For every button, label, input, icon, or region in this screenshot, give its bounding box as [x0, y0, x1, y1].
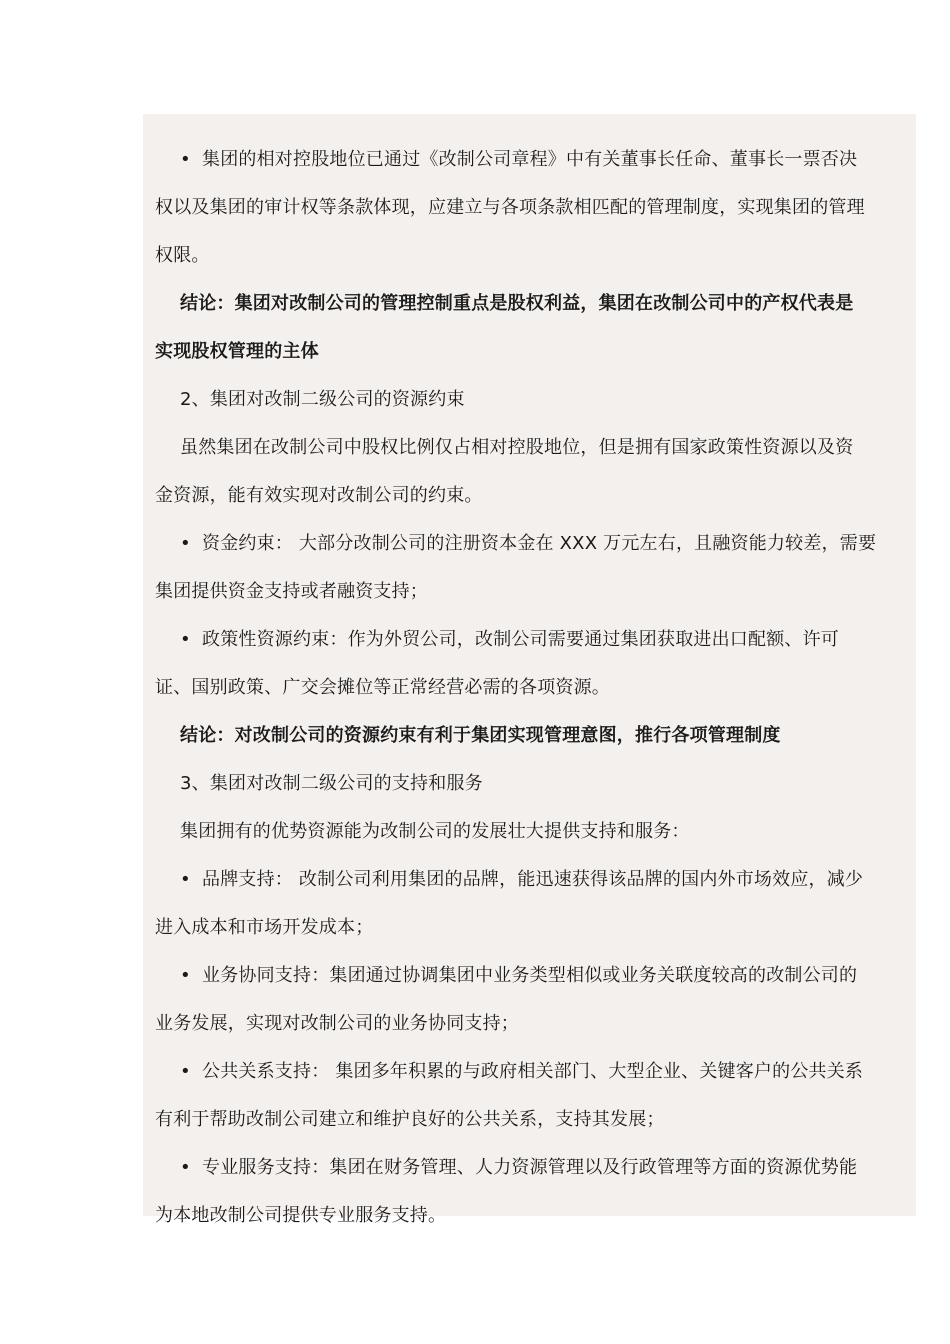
bullet-icon: •: [180, 965, 191, 986]
bullet-line: [155, 952, 904, 1000]
text-line: 业务发展，实现对改制公司的业务协同支持；: [155, 1013, 519, 1034]
text-line: 权限。: [155, 245, 210, 266]
bullet-line: [155, 1048, 904, 1096]
text-line: 证、国别政策、广交会摊位等正常经营必需的各项资源。: [155, 677, 610, 698]
bullet-icon: •: [180, 629, 191, 650]
text-line: 进入成本和市场开发成本；: [155, 917, 374, 938]
line-text: 专业服务支持：集团在财务管理、人力资源管理以及行政管理等方面的资源优势能: [202, 1157, 858, 1178]
line-text: 资金约束： 大部分改制公司的注册资本金在 XXX 万元左右，且融资能力较差，需要: [202, 533, 877, 554]
text-line: 集团提供资金支持或者融资支持；: [155, 581, 428, 602]
bullet-line: [155, 856, 904, 904]
bullet-line: [155, 136, 904, 184]
text-line: 有利于帮助改制公司建立和维护良好的公共关系，支持其发展；: [155, 1109, 665, 1130]
section-heading: 3、集团对改制二级公司的支持和服务: [180, 773, 483, 794]
bullet-icon: •: [180, 869, 191, 890]
bullet-line: [155, 520, 904, 568]
conclusion-line: 结论：对改制公司的资源约束有利于集团实现管理意图，推行各项管理制度: [180, 725, 781, 746]
text-line: 为本地改制公司提供专业服务支持。: [155, 1205, 447, 1226]
line-text: 业务协同支持：集团通过协调集团中业务类型相似或业务关联度较高的改制公司的: [202, 965, 858, 986]
conclusion-line: 结论：集团对改制公司的管理控制重点是股权利益，集团在改制公司中的产权代表是: [180, 293, 854, 314]
section-heading: 2、集团对改制二级公司的资源约束: [180, 389, 465, 410]
bullet-line: [155, 616, 904, 664]
line-text: 政策性资源约束：作为外贸公司，改制公司需要通过集团获取进出口配额、许可: [202, 629, 839, 650]
text-line: 虽然集团在改制公司中股权比例仅占相对控股地位，但是拥有国家政策性资源以及资: [180, 437, 854, 458]
text-line: 金资源，能有效实现对改制公司的约束。: [155, 485, 483, 506]
bullet-icon: •: [180, 1061, 191, 1082]
text-line: 集团拥有的优势资源能为改制公司的发展壮大提供支持和服务：: [180, 821, 690, 842]
bullet-line: [155, 1144, 904, 1192]
line-text: 集团的相对控股地位已通过《改制公司章程》中有关董事长任命、董事长一票否决: [202, 149, 858, 170]
bullet-icon: •: [180, 149, 191, 170]
line-text: 品牌支持： 改制公司利用集团的品牌，能迅速获得该品牌的国内外市场效应，减少: [202, 869, 864, 890]
line-text: 公共关系支持： 集团多年积累的与政府相关部门、大型企业、关键客户的公共关系: [202, 1061, 864, 1082]
bullet-icon: •: [180, 1157, 191, 1178]
text-line: 权以及集团的审计权等条款体现，应建立与各项条款相匹配的管理制度，实现集团的管理: [155, 197, 865, 218]
document-content: [143, 114, 916, 1226]
bullet-icon: •: [180, 533, 191, 554]
conclusion-line: 实现股权管理的主体: [155, 341, 319, 362]
